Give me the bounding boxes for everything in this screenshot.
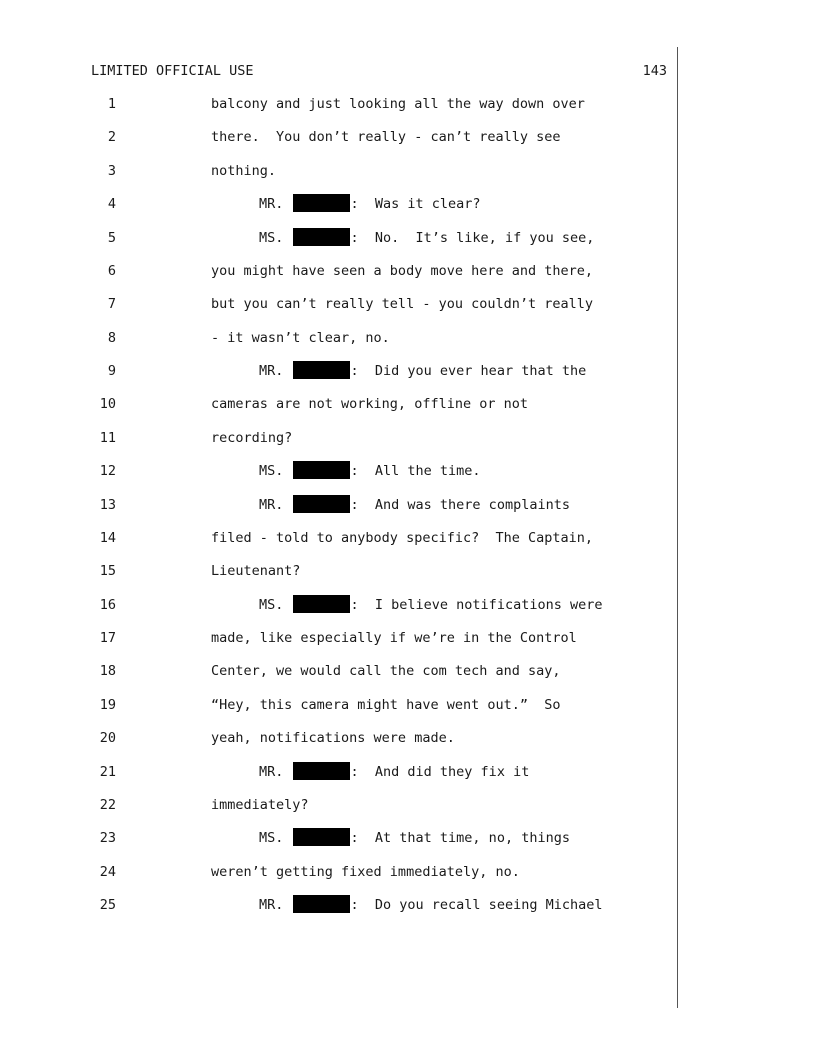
speaker-line-text	[259, 895, 602, 915]
line-number: 24	[99, 863, 116, 880]
line-number: 25	[99, 897, 116, 914]
line-number: 16	[99, 596, 116, 613]
redaction-box	[293, 595, 350, 613]
speaker-title: MS.	[259, 229, 292, 246]
speaker-title: MR.	[259, 196, 292, 213]
speaker-line-text	[259, 762, 529, 782]
line-number: 17	[99, 630, 116, 647]
line-number: 12	[99, 463, 116, 480]
line-number: 13	[99, 496, 116, 513]
speaker-utterance: : All the time.	[350, 463, 481, 480]
speaker-title: MS.	[259, 596, 292, 613]
redaction-box	[293, 828, 350, 846]
line-text: balcony and just looking all the way down over	[211, 96, 585, 112]
right-margin-rule	[677, 47, 678, 1008]
line-text: “Hey, this camera might have went out.” So	[211, 696, 561, 713]
speaker-utterance: : No. It’s like, if you see,	[350, 229, 595, 246]
redaction-box	[293, 461, 350, 479]
line-number: 7	[107, 296, 116, 313]
speaker-line-text	[259, 461, 481, 481]
speaker-title: MR.	[259, 496, 292, 513]
redaction-box	[293, 762, 350, 780]
line-number: 22	[99, 796, 116, 813]
speaker-title: MS.	[259, 830, 292, 847]
speaker-title: MR.	[259, 897, 292, 914]
line-text: nothing.	[211, 162, 277, 179]
line-text: immediately?	[211, 796, 309, 813]
line-text: there. You don’t really - can’t really see	[211, 129, 561, 146]
speaker-utterance: : Do you recall seeing Michael	[350, 897, 603, 914]
line-number: 3	[107, 162, 116, 179]
line-number: 9	[107, 363, 116, 380]
line-number: 8	[107, 329, 116, 346]
line-number: 11	[99, 429, 116, 446]
line-number: 18	[99, 663, 116, 680]
redaction-box	[293, 194, 350, 212]
speaker-utterance: : Was it clear?	[350, 196, 481, 213]
speaker-utterance: : At that time, no, things	[350, 830, 570, 847]
speaker-title: MR.	[259, 763, 292, 780]
speaker-utterance: : Did you ever hear that the	[350, 363, 587, 380]
redaction-box	[293, 361, 350, 379]
line-number: 20	[99, 730, 116, 747]
speaker-title: MS.	[259, 463, 292, 480]
line-text: you might have seen a body move here and there,	[211, 262, 594, 279]
line-number: 4	[107, 196, 116, 213]
redaction-box	[293, 228, 350, 246]
line-text: made, like especially if we’re in the Control	[211, 630, 577, 647]
speaker-line-text	[259, 495, 570, 515]
speaker-line-text	[259, 361, 586, 381]
line-text: - it wasn’t clear, no.	[211, 329, 390, 346]
line-text: but you can’t really tell - you couldn’t really	[211, 296, 594, 313]
line-number: 14	[99, 529, 116, 546]
line-number: 19	[99, 696, 116, 713]
line-number: 21	[99, 763, 116, 780]
line-number: 1	[107, 96, 116, 112]
line-number: 10	[99, 396, 116, 413]
line-text: Center, we would call the com tech and say,	[211, 663, 561, 680]
speaker-line-text	[259, 828, 570, 848]
line-text: weren’t getting fixed immediately, no.	[211, 863, 520, 880]
redaction-box	[293, 495, 350, 513]
classification-label: LIMITED OFFICIAL USE	[91, 63, 254, 79]
line-number: 5	[107, 229, 116, 246]
line-number: 15	[99, 563, 116, 580]
speaker-line-text	[259, 194, 481, 214]
speaker-line-text	[259, 228, 594, 248]
line-number: 23	[99, 830, 116, 847]
line-text: yeah, notifications were made.	[211, 730, 455, 747]
speaker-line-text	[259, 595, 602, 615]
line-text: cameras are not working, offline or not	[211, 396, 528, 413]
line-text: filed - told to anybody specific? The Captain,	[211, 529, 594, 546]
speaker-title: MR.	[259, 363, 292, 380]
page-number: 143	[642, 63, 667, 79]
line-number: 6	[107, 262, 116, 279]
line-text: Lieutenant?	[211, 563, 301, 580]
speaker-utterance: : And did they fix it	[350, 763, 530, 780]
line-text: recording?	[211, 429, 293, 446]
page-header	[91, 61, 667, 81]
line-number: 2	[107, 129, 116, 146]
speaker-utterance: : I believe notifications were	[350, 596, 603, 613]
redaction-box	[293, 895, 350, 913]
speaker-utterance: : And was there complaints	[350, 496, 570, 513]
